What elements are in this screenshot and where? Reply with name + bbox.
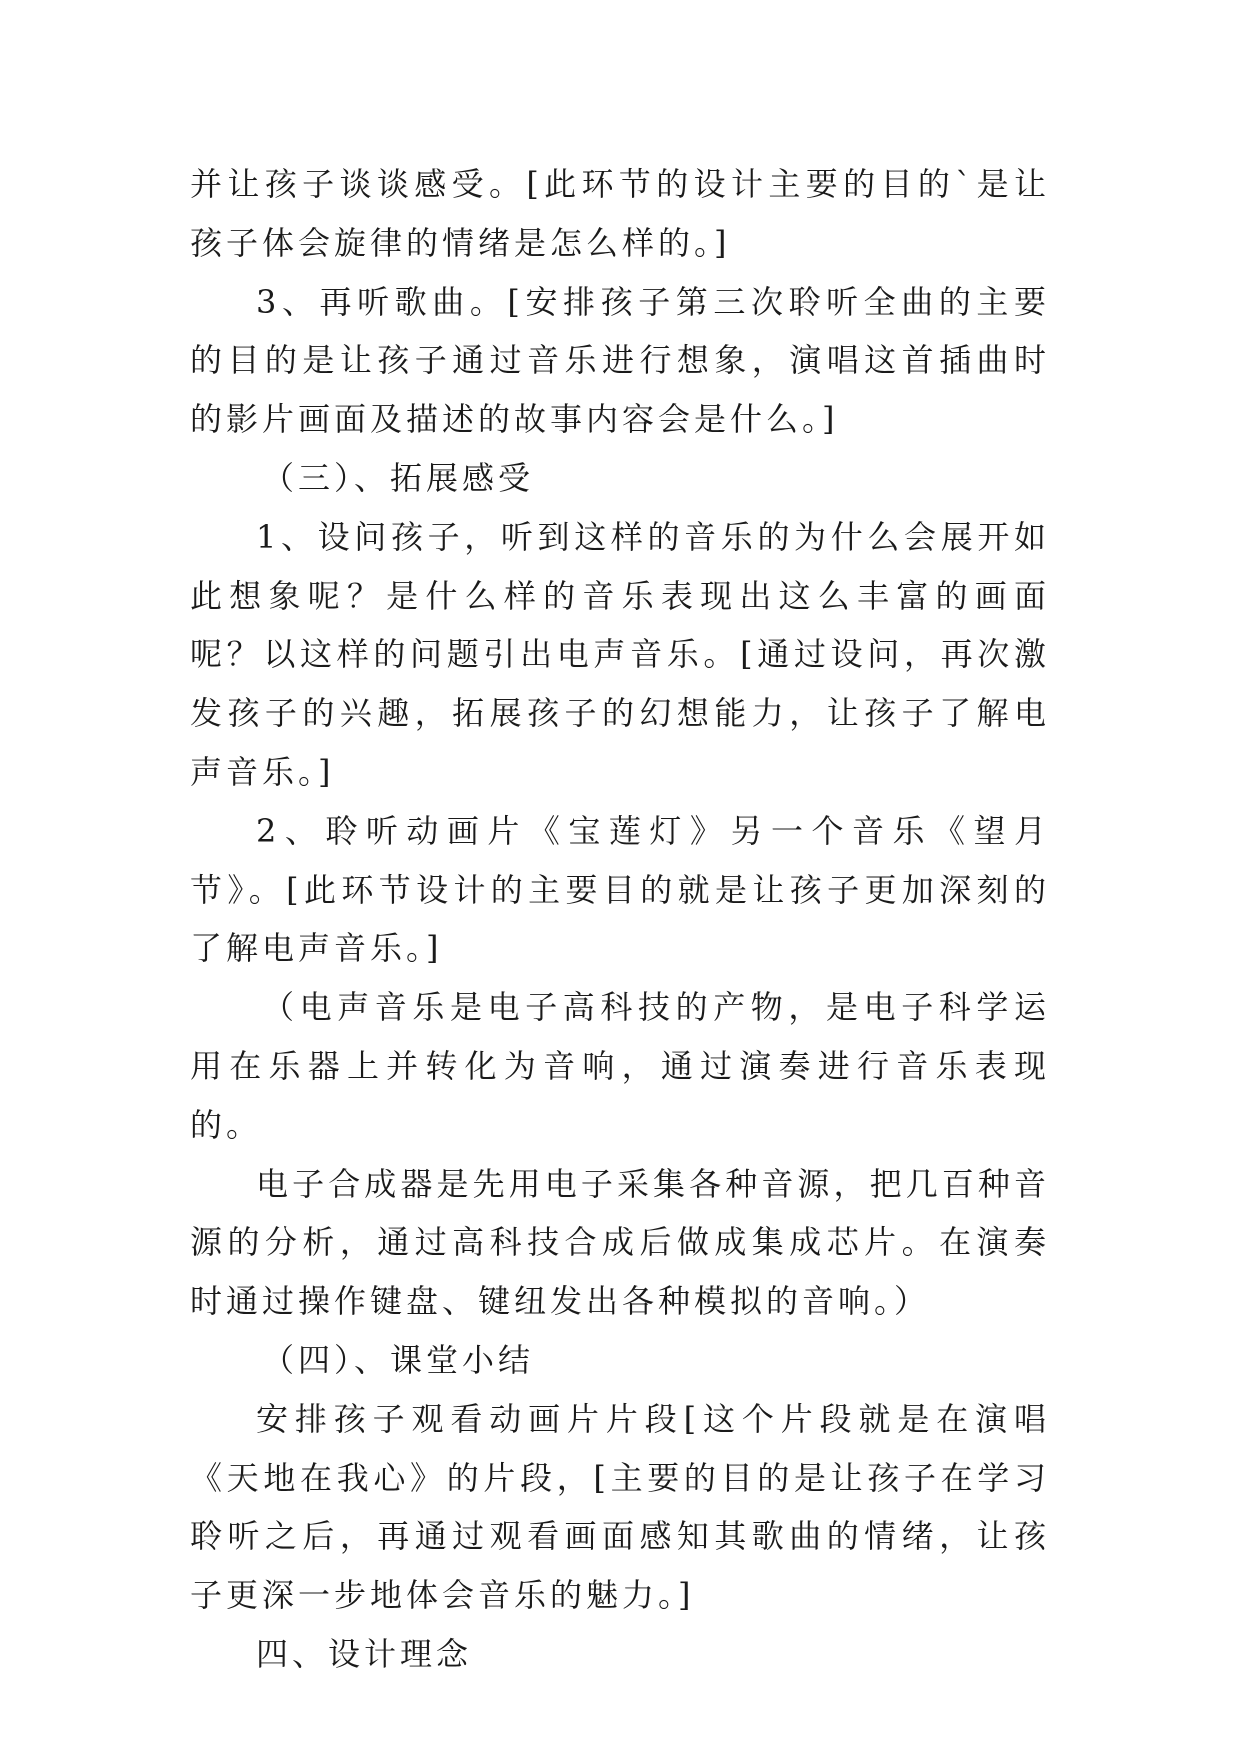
paragraph-step-2: 2、聆听动画片《宝莲灯》另一个音乐《望月节》。[此环节设计的主要目的就是让孩子更加深刻的了解电声音乐。] [190,811,1050,968]
paragraph-electronic-music-note: （电声音乐是电子高科技的产物，是电子科学运用在乐器上并转化为音响，通过演奏进行音乐表现的。 [190,988,1050,1144]
section-heading-design-concept: 四、设计理念 [256,1634,473,1673]
paragraph-step-3: 3、再听歌曲。[安排孩子第三次聆听全曲的主要的目的是让孩子通过音乐进行想象，演唱这首插曲时的影片画面及描述的故事内容会是什么。] [190,282,1050,439]
paragraph-synthesizer: 电子合成器是先用电子采集各种音源，把几百种音源的分析，通过高科技合成后做成集成芯片。在演奏时通过操作键盘、键纽发出各种模拟的音响。） [190,1164,1050,1321]
paragraph-continuation: 并让孩子谈谈感受。[此环节的设计主要的目的`是让孩子体会旋律的情绪是怎么样的。] [190,165,1050,262]
section-heading-expand: （三）、拓展感受 [262,458,535,497]
section-heading-summary: （四）、课堂小结 [262,1340,535,1379]
paragraph-summary: 安排孩子观看动画片片段[这个片段就是在演唱《天地在我心》的片段，[主要的目的是让孩子在学习聆听之后，再通过观看画面感知其歌曲的情绪，让孩子更深一步地体会音乐的魅力。] [190,1399,1050,1615]
document-body [190,155,1050,1684]
paragraph-step-1: 1、设问孩子，听到这样的音乐的为什么会展开如此想象呢？是什么样的音乐表现出这么丰富的画面呢？以这样的问题引出电声音乐。[通过设问，再次激发孩子的兴趣，拓展孩子的幻想能力，让孩子了解电声音乐。] [190,517,1050,791]
